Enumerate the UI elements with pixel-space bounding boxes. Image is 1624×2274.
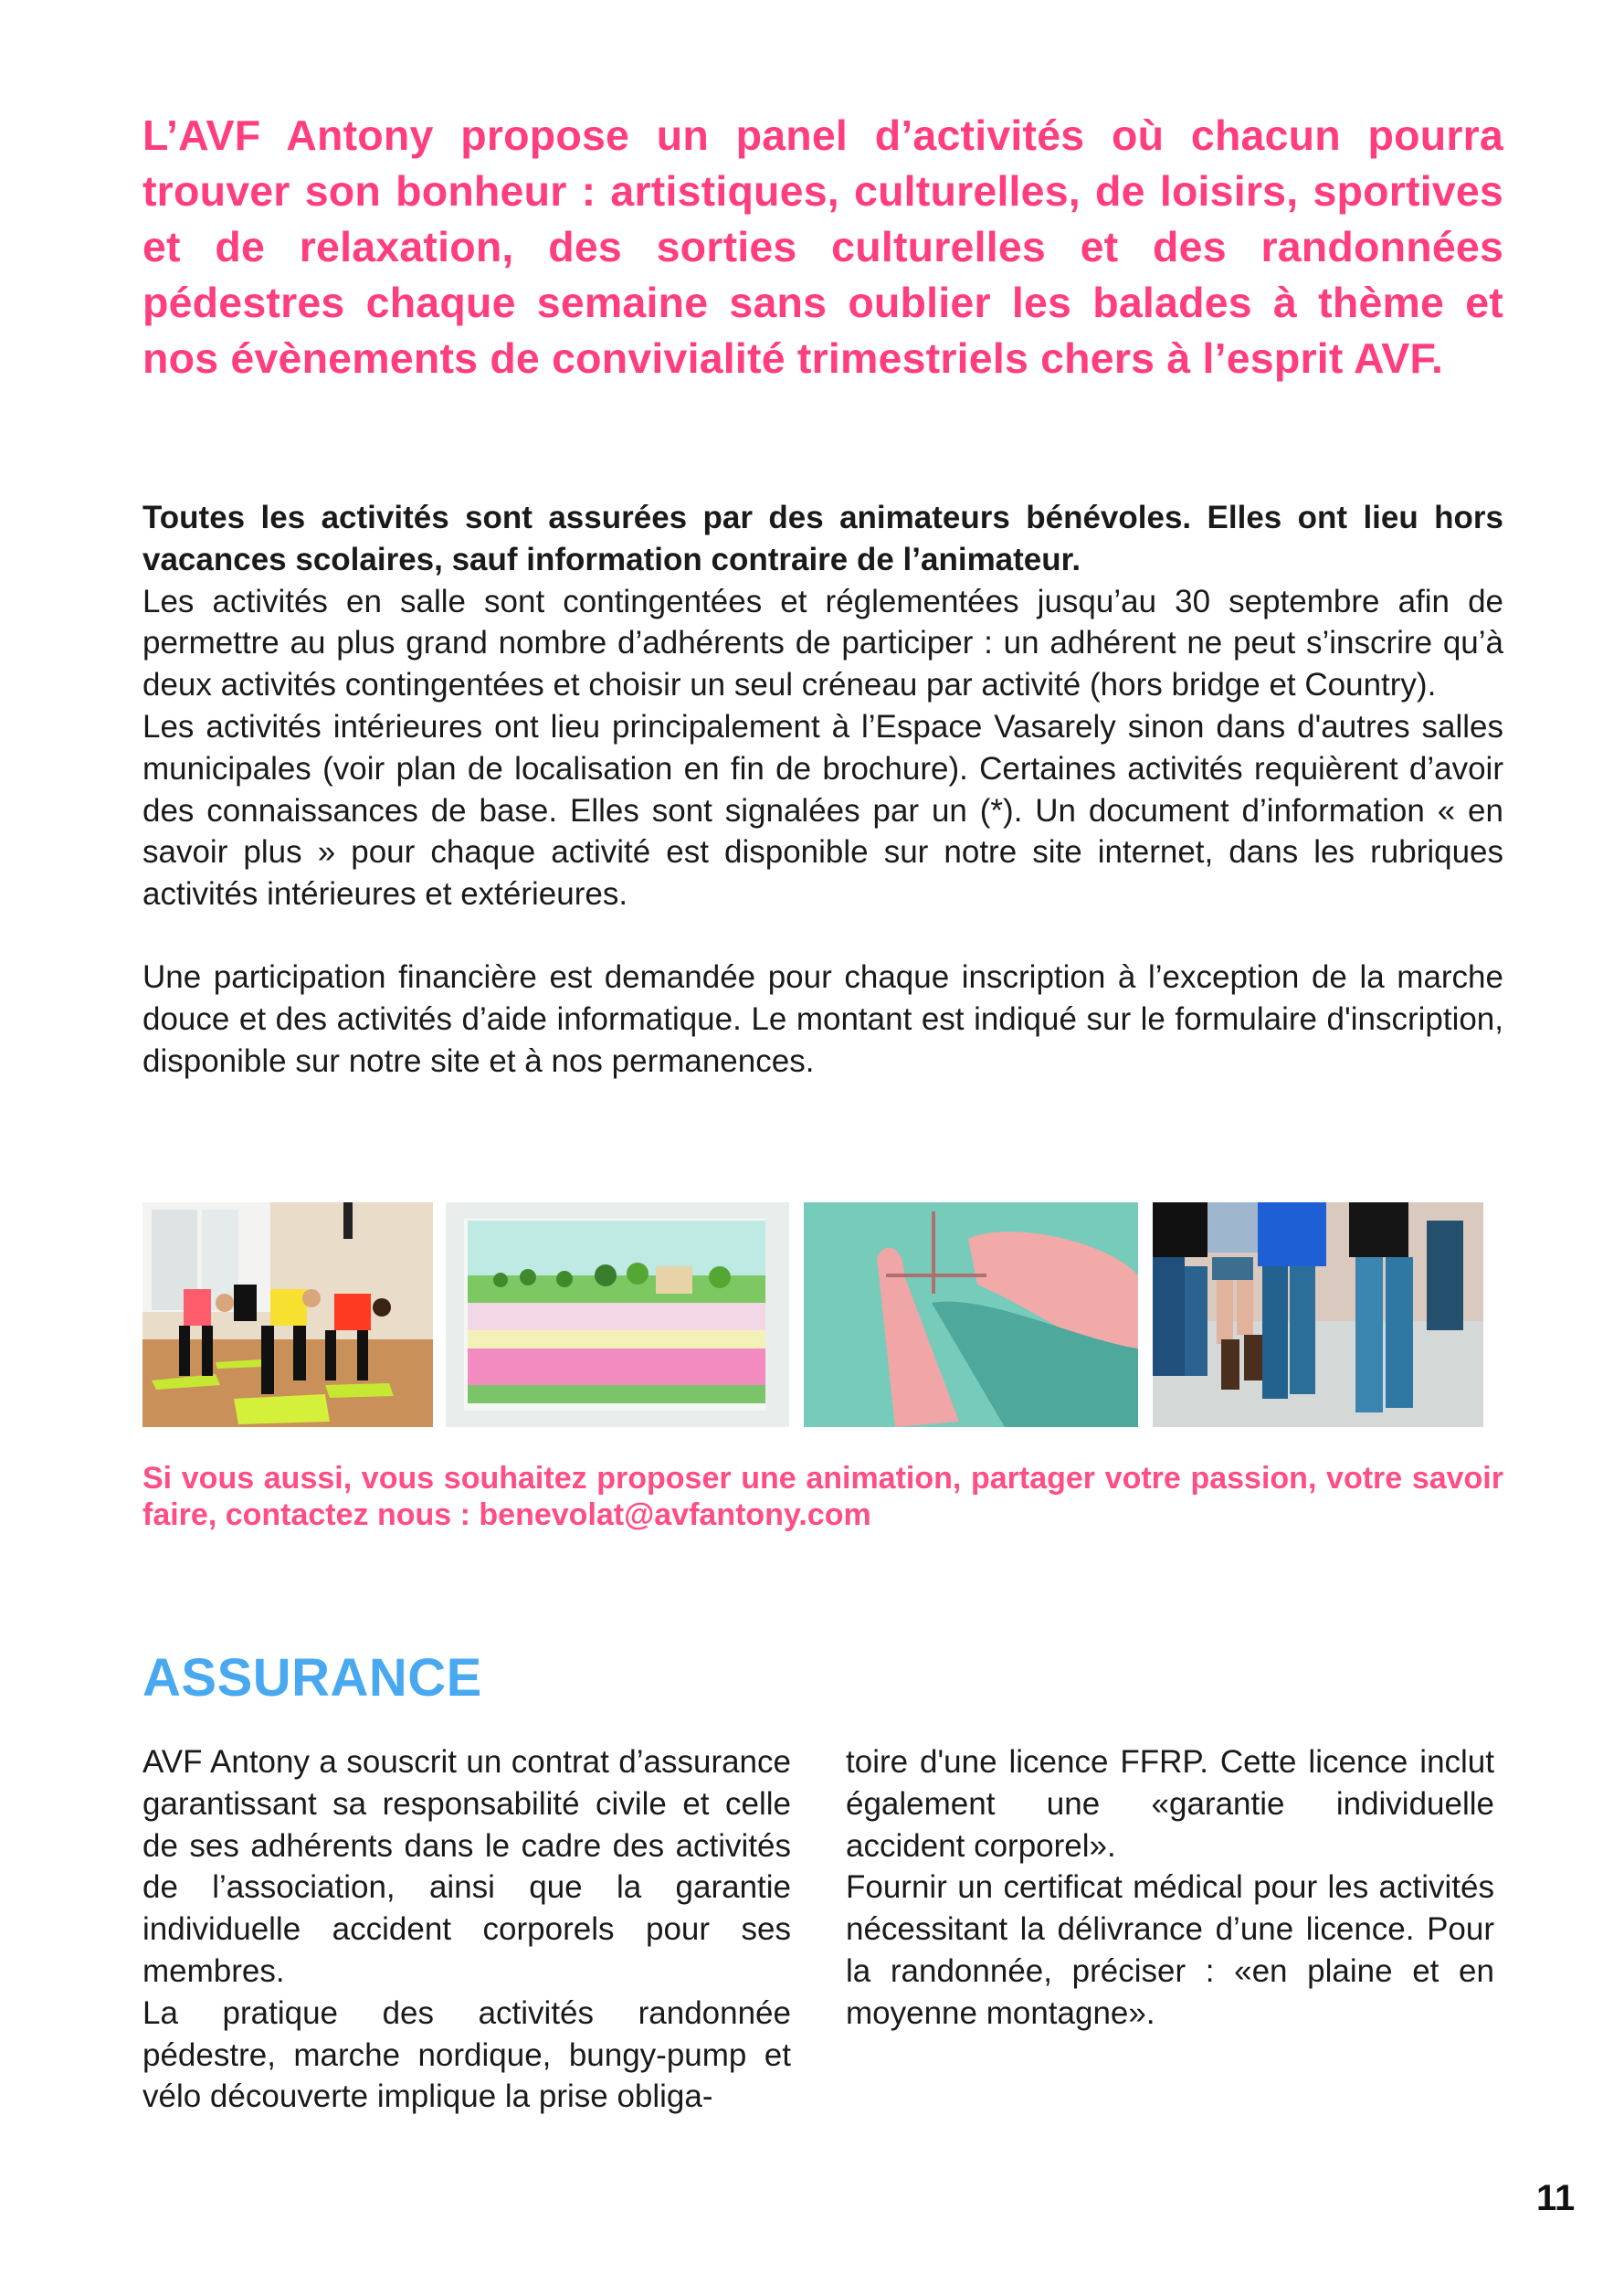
page-number: 11 — [1536, 2178, 1576, 2218]
knitting-image-icon — [804, 1202, 1138, 1427]
fitness-image-icon — [142, 1202, 433, 1427]
intro-paragraph: L’AVF Antony propose un panel d’activités où chacun pourra trouver son bonheur : artistiques, culturelles, de loisirs, sportives et de relaxation, des sorties culturelles et des randonnées pédestres chaque semaine sans oublier les balades à thème et nos évènements de convivialité trimestriels chers à l’esprit AVF. — [142, 111, 1503, 382]
fees-paragraph: Une participation financière est demandée pour chaque inscription à l’exception de la marche douce et des activités d’aide informatique. Le montant est indiqué sur le formulaire d'inscription, disponible sur notre site et à nos permanences. — [142, 958, 1503, 1079]
medical-certificate-paragraph: Fournir un certificat médical pour les activités nécessitant la délivrance d’une licence. Pour la randonnée, préciser : «en plaine et en moyenne montagne». — [846, 1869, 1494, 2031]
intro-text — [142, 108, 1503, 386]
dance-image-icon — [1153, 1202, 1483, 1427]
insurance-contract-paragraph: AVF Antony a souscrit un contrat d’assurance garantissant sa responsabilité civile et celle de ses adhérents dans le cadre des activités de l’association, ainsi que la garantie individuelle accident corporels pour ses membres. — [142, 1744, 791, 1989]
assurance-column-left — [142, 1741, 791, 2118]
indoor-quota-paragraph: Les activités en salle sont contingentées et réglementées jusqu’au 30 septembre afin de permettre au plus grand nombre d’adhérents de participer : un adhérent ne peut s’inscrire qu’à deux activités contingentées et choisir un seul créneau par activité (hors bridge et Country). — [142, 583, 1503, 703]
assurance-heading: ASSURANCE — [142, 1648, 482, 1708]
license-continued-paragraph: toire d'une licence FFRP. Cette licence inclut également une «garantie individuelle accident corporel». — [846, 1744, 1494, 1864]
assurance-column-right — [846, 1741, 1494, 2035]
watercolor-painting-photo — [446, 1202, 789, 1427]
volunteer-call-to-action — [142, 1460, 1503, 1533]
activity-photos — [142, 1202, 1483, 1427]
knitting-photo — [804, 1202, 1138, 1427]
fitness-class-photo — [142, 1202, 433, 1427]
spacer — [142, 915, 1503, 957]
indoor-location-paragraph: Les activités intérieures ont lieu principalement à l’Espace Vasarely sinon dans d'autres salles municipales (voir plan de localisation en fin de brochure). Certaines activités requièrent d’avoir des connaissances de base. Elles sont signalées par un (*). Un document d’information « en savoir plus » pour chaque activité est disponible sur notre site internet, dans les rubriques activités intérieures et extérieures. — [142, 708, 1503, 913]
painting-image-icon — [446, 1202, 789, 1427]
cta-text: Si vous aussi, vous souhaitez proposer une animation, partager votre passion, votre savoir faire, contactez nous : benevolat@avfantony.com — [142, 1461, 1503, 1532]
country-dance-photo — [1153, 1202, 1483, 1427]
volunteer-notice: Toutes les activités sont assurées par des animateurs bénévoles. Elles ont lieu hors vacances scolaires, sauf information contraire de l’animateur. — [142, 500, 1503, 577]
activities-info — [142, 497, 1503, 1082]
license-requirement-paragraph: La pratique des activités randonnée pédestre, marche nordique, bungy-pump et vélo découverte implique la prise obliga- — [142, 1994, 791, 2115]
